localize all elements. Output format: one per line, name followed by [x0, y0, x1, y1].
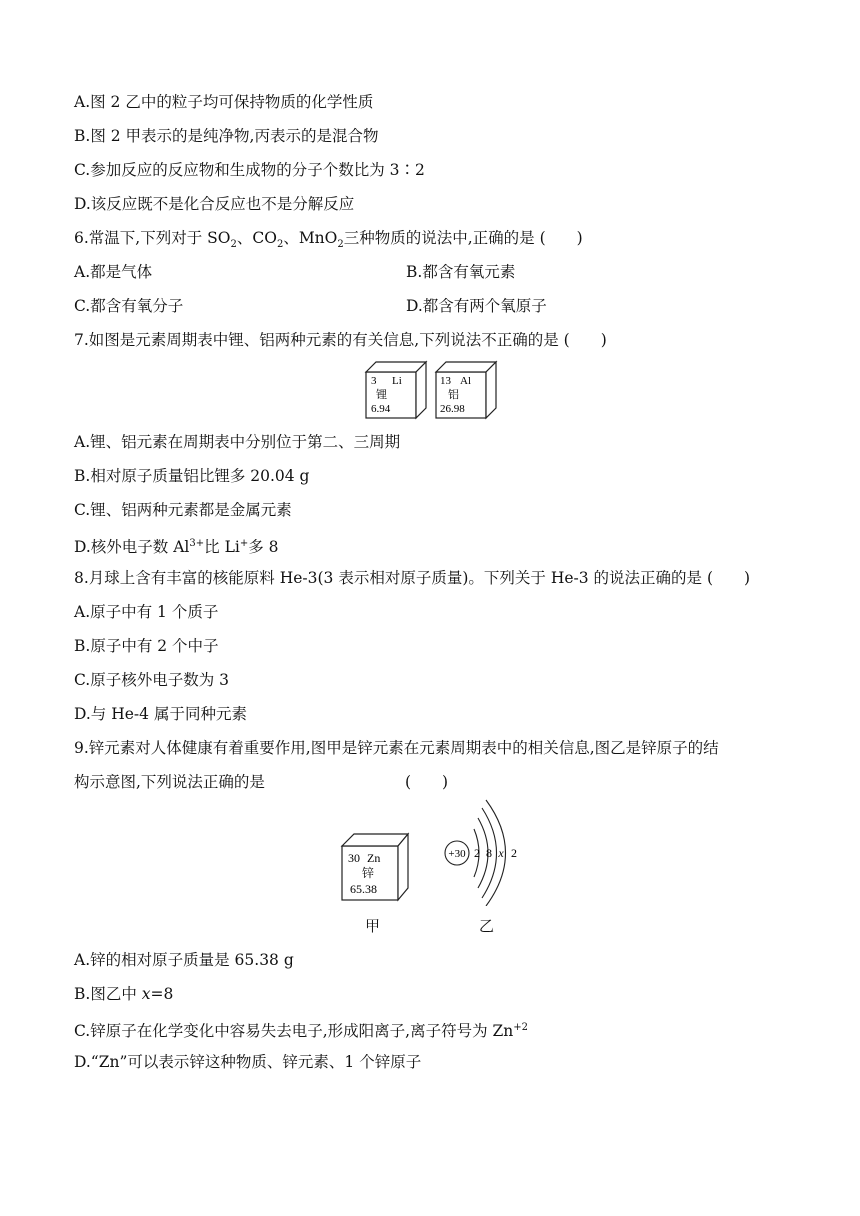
q8-option-a: A.原子中有 1 个质子 — [74, 603, 219, 621]
q6-stem-pre: 6.常温下,下列对于 SO — [74, 229, 231, 247]
shell-3-count: x — [498, 846, 504, 860]
q9-stem-line-2: 构示意图,下列说法正确的是 — [74, 773, 265, 791]
q9-b-var: x — [141, 985, 151, 1003]
q7-d-post: 多 8 — [248, 538, 279, 557]
q9-c-sup: +2 — [513, 1022, 529, 1033]
q9-answer-bracket: ( ) — [405, 773, 449, 791]
shell-2-count: 8 — [486, 846, 492, 860]
shell-4-count: 2 — [511, 846, 517, 860]
q7-option-c: C.锂、铝两种元素都是金属元素 — [74, 501, 292, 519]
li-element-tile — [366, 362, 426, 418]
q7-option-b: B.相对原子质量铝比锂多 20.04 g — [74, 467, 310, 485]
al-name: 铝 — [448, 389, 459, 401]
q9-option-d: D.“Zn”可以表示锌这种物质、锌元素、1 个锌原子 — [74, 1053, 422, 1071]
li-name: 锂 — [376, 389, 387, 401]
q7-d-sup-2: + — [239, 538, 249, 549]
q9-option-b — [74, 984, 173, 1004]
q8-option-d: D.与 He-4 属于同种元素 — [74, 705, 247, 723]
zn-element-tile — [340, 832, 410, 904]
q5-option-c: C.参加反应的反应物和生成物的分子个数比为 3∶2 — [74, 161, 425, 179]
al-symbol: Al — [460, 375, 471, 387]
shell-1-count: 2 — [474, 846, 480, 860]
q7-d-sup-1: 3+ — [189, 538, 205, 549]
zn-number: 30 — [348, 851, 360, 865]
q7-stem: 7.如图是元素周期表中锂、铝两种元素的有关信息,下列说法不正确的是 ( ) — [74, 331, 607, 349]
q6-option-c: C.都含有氧分子 — [74, 297, 184, 315]
al-mass: 26.98 — [440, 403, 465, 415]
q9-c-pre: C.锌原子在化学变化中容易失去电子,形成阳离子,离子符号为 Zn — [74, 1022, 514, 1041]
q9-stem-line-1: 9.锌元素对人体健康有着重要作用,图甲是锌元素在元素周期表中的相关信息,图乙是锌原子的结 — [74, 739, 719, 757]
q7-d-mid: 比 Li — [204, 538, 240, 557]
al-number: 13 — [440, 375, 451, 387]
q6-stem-mid2: 、MnO — [283, 229, 338, 247]
zn-atom-structure-diagram — [440, 796, 530, 906]
q6-option-d: D.都含有两个氧原子 — [406, 297, 547, 315]
q8-stem: 8.月球上含有丰富的核能原料 He-3(3 表示相对原子质量)。下列关于 He-3 的说法正确的是 ( ) — [74, 569, 751, 587]
figure-caption-yi: 乙 — [479, 917, 495, 935]
q9-b-pre: B.图乙中 — [74, 985, 142, 1003]
q6-sub-3: 2 — [337, 239, 344, 251]
zn-mass: 65.38 — [350, 882, 377, 896]
al-element-tile — [436, 362, 496, 418]
zn-name: 锌 — [362, 866, 375, 880]
q7-option-a: A.锂、铝元素在周期表中分别位于第二、三周期 — [74, 433, 401, 451]
li-mass: 6.94 — [371, 403, 391, 415]
q6-stem — [74, 228, 583, 255]
q5-option-b: B.图 2 甲表示的是纯净物,丙表示的是混合物 — [74, 127, 379, 145]
q8-option-c: C.原子核外电子数为 3 — [74, 671, 230, 689]
q6-stem-post: 三种物质的说法中,正确的是 ( ) — [343, 229, 583, 247]
q9-option-a: A.锌的相对原子质量是 65.38 g — [74, 951, 294, 969]
li-number: 3 — [371, 375, 377, 387]
q6-option-a: A.都是气体 — [74, 263, 153, 281]
q6-sub-2: 2 — [276, 239, 284, 251]
q8-option-b: B.原子中有 2 个中子 — [74, 637, 219, 655]
q5-option-d: D.该反应既不是化合反应也不是分解反应 — [74, 195, 355, 213]
q9-option-c — [74, 1018, 528, 1041]
q7-element-tiles-figure — [364, 360, 504, 422]
nucleus-charge: +30 — [448, 848, 466, 860]
q5-option-a: A.图 2 乙中的粒子均可保持物质的化学性质 — [74, 93, 374, 111]
q6-stem-mid1: 、CO — [236, 229, 277, 247]
zn-symbol: Zn — [367, 851, 381, 865]
q6-sub-1: 2 — [230, 239, 237, 251]
q7-d-pre: D.核外电子数 Al — [74, 538, 190, 557]
q7-option-d — [74, 534, 279, 557]
q9-b-post: =8 — [150, 985, 174, 1003]
figure-caption-jia: 甲 — [365, 917, 381, 935]
q6-option-b: B.都含有氧元素 — [406, 263, 516, 281]
li-symbol: Li — [392, 375, 402, 387]
